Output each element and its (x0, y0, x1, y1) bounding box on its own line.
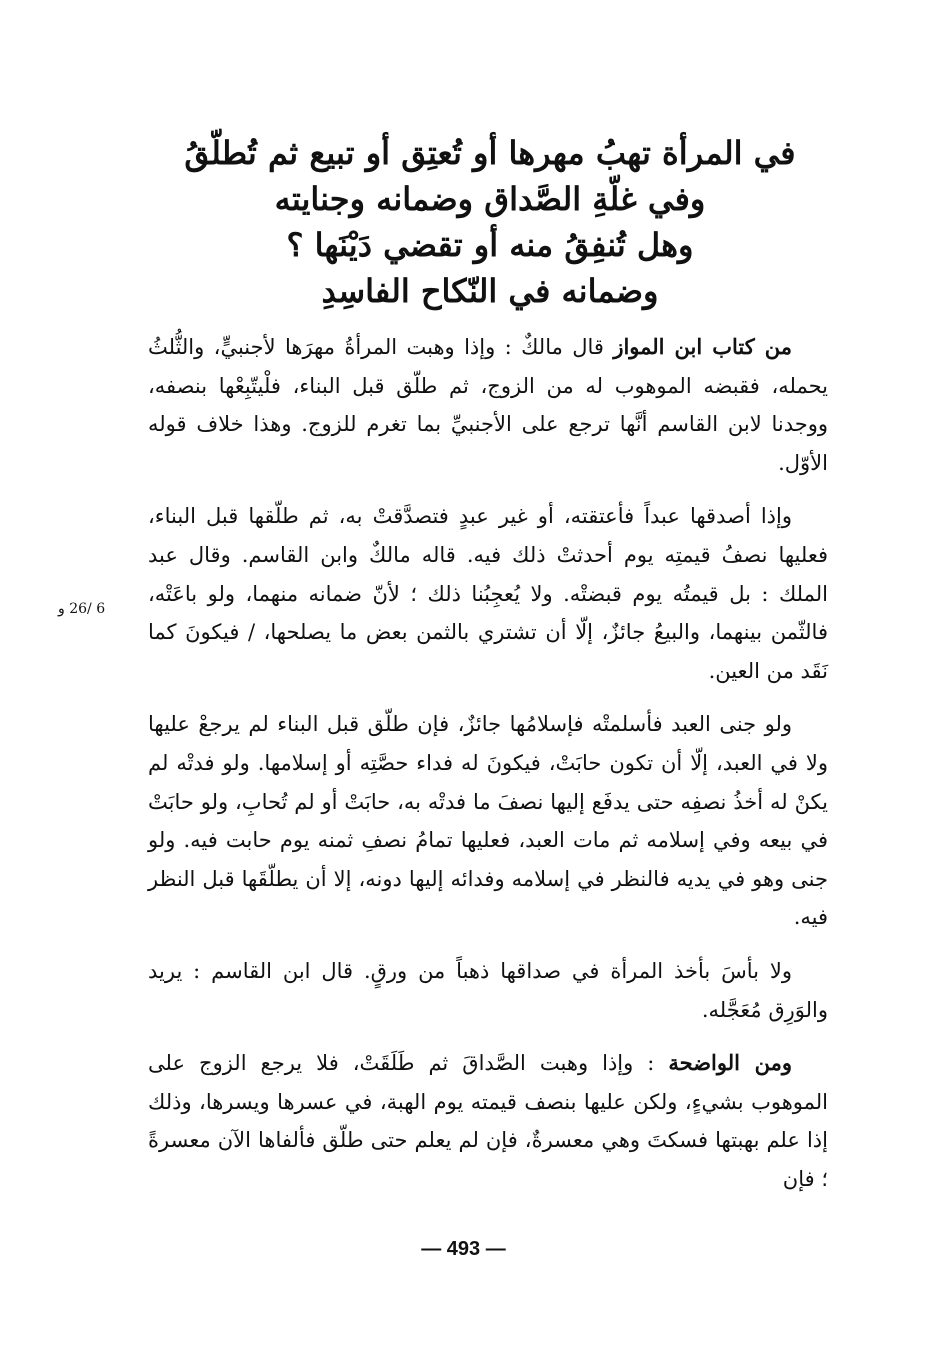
title-line: وهل تُنفِقُ منه أو تقضي دَيْنَها ؟ (286, 226, 694, 264)
paragraph-text: ولا بأسَ بأخذ المرأة في صداقها ذهباً من ورقٍ. قال ابن القاسم : يريد والوَرِق مُعَجَّله. (148, 958, 828, 1022)
paragraph-text: قال مالكٌ : وإذا وهبت المرأةُ مهرَها لأجنبيٍّ، والثُّلثُ يحمله، فقبضه الموهوب له من الزوج، ثم طلّق قبل البناء، فلْيتّبِعْها بنصفه، ووجدنا لابن القاسم أنَّها ترجع على الأجنبيِّ بما تغرم للزوج. وهذا خلاف قوله الأوّل. (148, 335, 828, 475)
paragraph-text: وإذا أصدقها عبداً فأعتقته، أو غير عبدٍ فتصدَّقتْ به، ثم طلّقها قبل البناء، فعليها نصفُ قيمتِه يوم أحدثتْ ذلك فيه. قاله مالكٌ وابن القاسم. وقال عبد الملك : بل قيمتُه يوم قبضتْه. ولا يُعجِبُنا ذلك ؛ لأنّ ضمانه منهما، ولو باعَتْه، فالثّمن بينهما، والبيعُ جائزٌ، إلّا أن تشتري بالثمن بعض ما يصلحها، / فيكونَ كما نَقَد من العين. (148, 504, 828, 683)
paragraph (148, 1044, 828, 1198)
source-reference: ومن الواضحة (668, 1050, 793, 1076)
paragraph (148, 328, 828, 482)
title-line: وضمانه في النّكاح الفاسِدِ (321, 272, 659, 310)
paragraph (148, 705, 828, 937)
source-reference: من كتاب ابن المواز (613, 334, 792, 359)
paragraph (148, 952, 828, 1029)
chapter-title (160, 130, 820, 314)
title-line: في المرأة تهبُ مهرها أو تُعتِق أو تبيع ثم تُطلّقُ (184, 134, 796, 172)
page-number: — 493 — (421, 1238, 506, 1260)
paragraph (148, 497, 828, 690)
paragraph-text: : وإذا وهبت الصَّداقَ ثم طَلَقَتْ، فلا يرجع الزوج على الموهوب بشيءٍ، ولكن عليها بنصف قيمته يوم الهبة، في عسرها ويسرها، وذلك إذا علم بهبتها فسكتَ وهي معسرةٌ، فإن لم يعلم حتى طلّق فألفاها الآن معسرةً ؛ فإن (148, 1051, 828, 1191)
paragraph-text: ولو جنى العبد فأسلمتْه فإسلامُها جائزٌ، فإن طلّق قبل البناء لم يرجعْ عليها ولا في العبد، إلّا أن تكون حابَتْ، فيكونَ له فداء حصَّتِه أو إسلامها. ولو فدتْه لم يكنْ له أخذُ نصفِه حتى يدفَع إليها نصفَ ما فدتْه به، حابَتْ أو لم تُحابِ، ولو حابَتْ في بيعه وفي إسلامه ثم مات العبد، فعليها تمامُ نصفِ ثمنه يوم حابت فيه. ولو جنى وهو في يديه فالنظر في إسلامه وفدائه إليها دونه، إلا أن يطلّقَها قبل النظر فيه. (148, 712, 828, 930)
folio-marker: 6 /26 و (58, 601, 106, 617)
title-line: وفي غلّةِ الصَّداق وضمانه وجنايته (274, 180, 706, 218)
body-text (148, 328, 828, 1213)
